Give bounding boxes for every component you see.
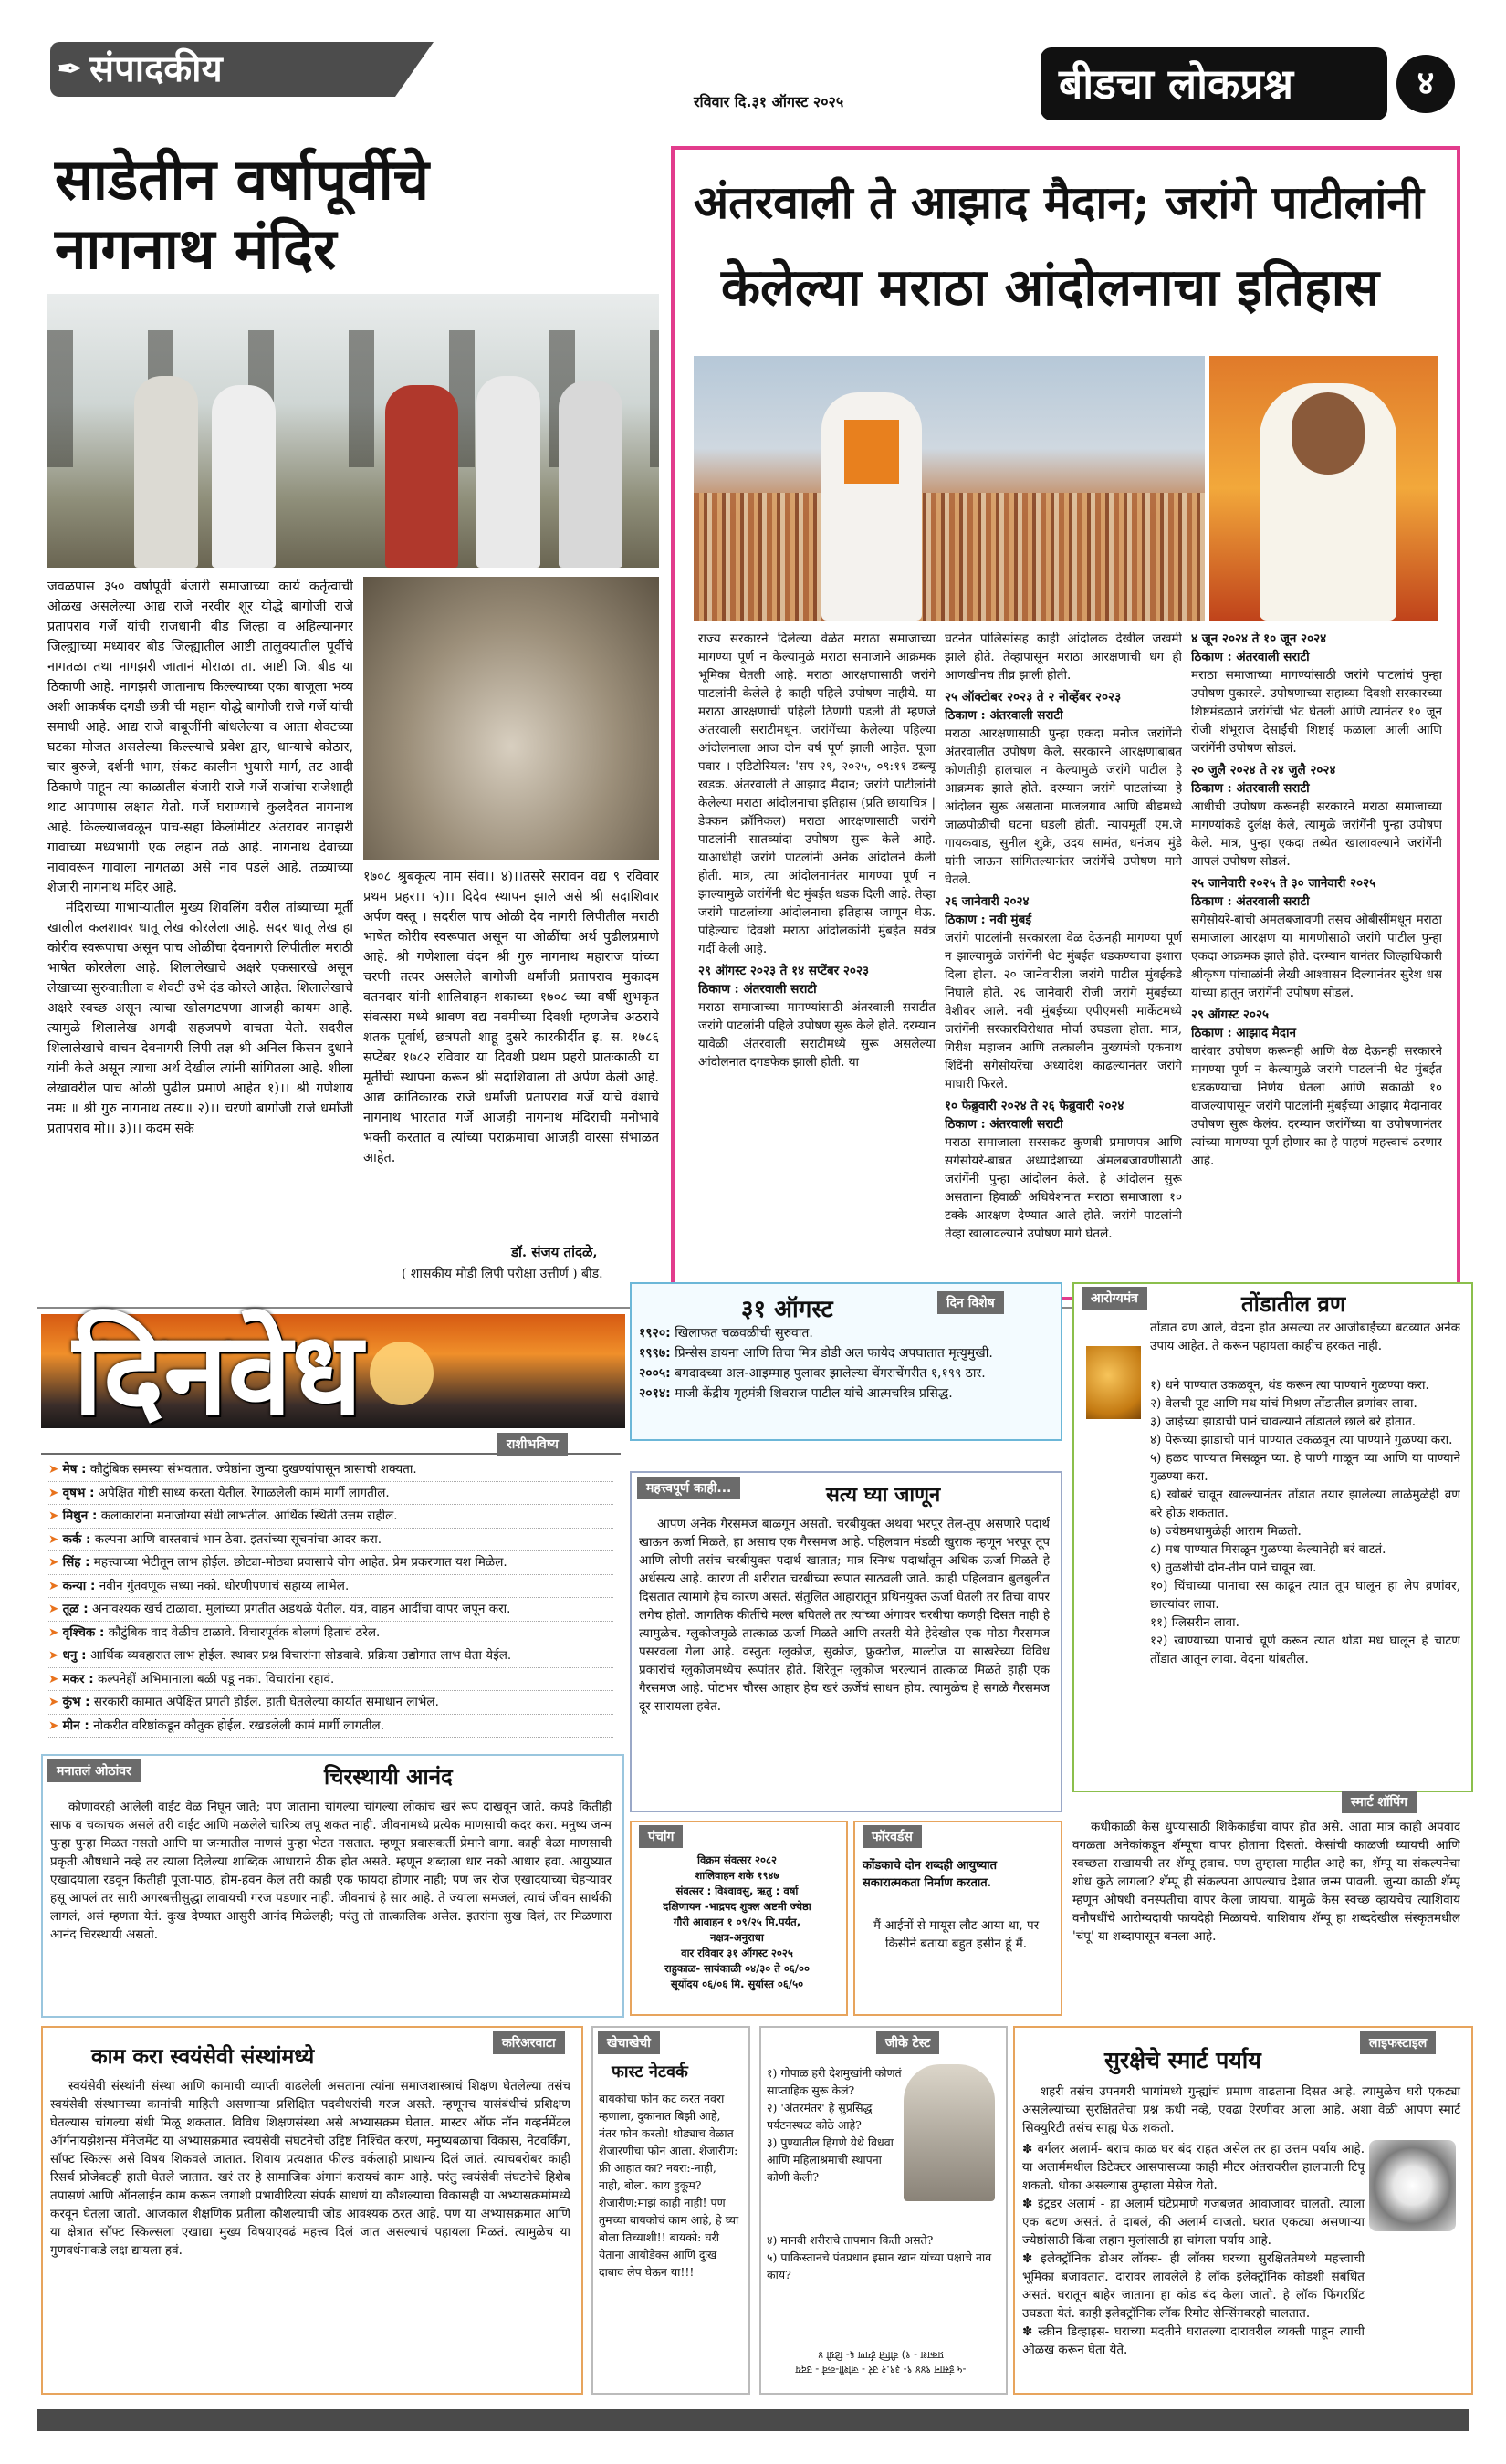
rashi-item (48, 1622, 613, 1645)
temple-author: डॉ. संजय तांदळे, (511, 1244, 598, 1260)
day-event-row (639, 1363, 1054, 1383)
arrow-icon: ➤ (48, 1648, 59, 1663)
security-point: ✽ बर्गलर अलार्म- बराच काळ घर बंद राहत असेल तर हा उत्तम पर्याय आहे. या अलार्ममधील डिटेक्टर आसपासच्या काही मीटर अंतरावरील हालचाली टिपू शकतो. धोका असल्यास तुम्हाला मेसेज येतो. (1022, 2142, 1365, 2193)
volunteer-text: स्वयंसेवी संस्थांनी संस्था आणि कामाची व्याप्ती वाढलेली असताना त्यांना समाजशास्त्राचं शिक्षण घेतलेल्या तसंच स्वयंसेवी संस्थानच्या कामांची माहिती असणाऱ्या प्रशिक्षित पदवीधरांची गरज असते. म्हणूनच यासंबंधीचं प्रशिक्षण घेतल्यास चांगल्या संधी मिळू शकतात. विविध शिक्षणसंस्था असे अभ्यासक्रम घेतात. मास्टर ऑफ नॉन गव्हर्नमेंटल ऑर्गनायझेशन्स मॅनेजमेंट या अभ्यासक्रमात स्वयंसेवी संघटनेची उद्दिष्टं निश्चित करणं, मनुष्यबळाचा विकास, नेटवर्किंग, सॉफ्ट स्किल्स असे विषय शिकवले जातात. शिवाय प्रत्यक्षात फील्ड वर्कलाही प्राधान्य दिलं जातं. त्याचबरोबर काही रिसर्च प्रोजेक्टही हाती घेतले जातात. खरं तर हे सामाजिक अंगानं करायचं काम आहे. परंतु स्वयंसेवी संघटनेचे हिशेब तपासणं आणि ऑनलाईन काम करून जगाशी प्रभावीरित्या संपर्क साधणं या कौशल्याचा विकासही या अभ्यासक्रमांमध्ये करवून घेतला जातो. आजकाल शैक्षणिक प्रतीला कौशल्याची जोड आवश्यक ठरत आहे. पण या अभ्यासक्रमात आणि या क्षेत्रात सॉफ्ट स्किल्सला एखाद्या मुख्य विषयाएवढं महत्त्व दिलं जात असल्याचं पहायला मिळतं. त्यामुळेच या गुणवर्धनाकडे लक्ष द्यायला हवं. (50, 2079, 570, 2258)
truth-title: सत्य घ्या जाणून (826, 1483, 941, 1507)
maratha-photo-left (694, 356, 1205, 621)
forward-text: मैं आईनों से मायूस लौट आया था, पर किसीने बताया बहुत हसीन हूं मैं. (873, 1918, 1040, 1951)
paper-name: बीडचा लोकप्रश्न (1059, 59, 1294, 109)
temple-photo-group (47, 294, 659, 568)
rashi-sign: तूळ : (62, 1602, 89, 1616)
rashi-sign: कन्या : (62, 1578, 96, 1593)
maratha-col3-place2: ठिकाण : अंतरवाली सराटी (1191, 781, 1310, 796)
temple-col1-para2: मंदिराच्या गाभाऱ्यातील मुख्य शिवलिंग वरील तांब्याच्या मूर्ती खालील कलशावर धातू लेख कोरलेला आहे. सदर धातू लेख हा कोरीव स्वरूपाचा असून पाच ओळींचा देवनागरी लिपीतील मराठी भाषेत कोरलेला आहे. शिलालेखाचे अक्षरे एकसारखे असून लेखाच्या सुरुवातीला व शेवटी उभे दंड कोरले आहेत. शिलालेखाचे अक्षरे स्वच्छ असून त्याचा खोलगटपणा आजही कायम आहे. त्यामुळे शिलालेख अगदी सहजपणे वाचता येतो. सदरील शिलालेखाचे वाचन देवनागरी लिपी तज्ञ श्री अनिल किसन दुधाने यांनी केले असून त्याचा अर्थ देखील त्यांनी सांगितला आहे. शीला लेखावरील पाच ओळी पुढील प्रमाणे आहेत १)।। श्री गणेशाय नमः ॥ श्री गुरु नागनाथ तस्य॥ २)।। चरणी बागोजी राजे धर्मांजी प्रतापराव मो।। ३)।। कदम सके (47, 901, 353, 1136)
temple-headline-2: नागनाथ मंदिर (55, 215, 337, 282)
health-tip: १२) खाण्याच्या पानाचे चूर्ण करून त्यात थोडा मध घालून हे चाटण तोंडात आतून लावा. वेदना थांबतील. (1150, 1634, 1460, 1666)
section-pen-icon: ✒ (57, 51, 83, 88)
rashi-text: सरकारी कामात अपेक्षित प्रगती होईल. हाती घेतलेल्या कार्यात समाधान लाभेल. (93, 1695, 439, 1709)
rashi-text: कल्पनेहीं अभिमानाला बळी पडू नका. विचारांना रहावं. (97, 1671, 335, 1686)
rashi-item (48, 1691, 613, 1715)
rashi-item (48, 1505, 613, 1529)
maratha-col3-p1: मराठा समाजाच्या मागण्यांसाठी जरांगे पाटलांचं पुन्हा उपोषण पुकारले. उपोषणाच्या सहाव्या दिवशी सरकारच्या शिष्टमंडळाने जरांगेंची भेट घेतली आणि त्यानंतर १० जून रोजी शंभूराज देसाईंची शिष्टाई फळाला आली आणि जरांगेंनी उपोषण सोडलं. (1191, 668, 1442, 756)
maratha-col2-p2: जरांगे पाटलांनी सरकारला वेळ देऊनही मागण्या पूर्ण न झाल्यामुळे जरांगेंनी थेट मुंबईत धडकण्याचा इशारा दिला होता. २० जानेवारीला जरांगे पाटील मुंबईकडे निघाले होते. २६ जानेवारी रोजी जरांगे मुंबईच्या वेशीवर आले. नवी मुंबईच्या एपीएमसी मार्केटमध्ये जरांगेंनी सरकारविरोधात मोर्चा उघडला होता. मात्र, गिरीश महाजन आणि तत्कालीन मुख्यमंत्री एकनाथ शिंदेंनी सगेसोयरेंचा अध्यादेश काढल्यानंतर जरांगे माघारी फिरले. (945, 931, 1182, 1091)
person-figure (559, 381, 622, 568)
rashi-tag: राशीभविष्य (497, 1433, 568, 1456)
forward-tag: फॉरवर्डस (863, 1825, 922, 1848)
maratha-col1-date: २९ ऑगस्ट २०२३ ते १४ सप्टेंबर २०२३ (698, 964, 869, 978)
maratha-col2-place1: ठिकाण : अंतरवाली सराटी (945, 708, 1063, 723)
rashi-sign: सिंह : (62, 1555, 90, 1570)
temple-col1 (47, 577, 353, 1289)
panchang-tag: पंचांग (639, 1825, 683, 1848)
day-event-text: खिलाफत चळवळीची सुरुवात. (675, 1326, 813, 1341)
arrow-icon: ➤ (48, 1602, 59, 1616)
mind-text: कोणावरही आलेली वाईट वेळ निघून जाते; पण जाताना चांगल्या चांगल्या लोकांचं खरं रूप दाखवून जाते. कपडे कितीही साफ व चकाचक असले तरी वाईट आणि मळलेले चारित्र्य लपू शकत नाही. जीवनामध्ये प्रत्येक माणसाची कदर करा. मनुष्य जन्म पुन्हा पुन्हा मिळत नसतो आणि या जन्मातील माणसं पुन्हा भेटत नसतात. म्हणून प्रवासकर्ती प्रेमाने वागा. काही वेळा माणसाची प्रकृती औषधाने नव्हे तर त्याला दिलेल्या शाब्दिक आधाराने ठीक होत असते. म्हणून शब्दाला धार नको आधार हवा. आयुष्यात एखादयाला रडवून कितीही पूजा-पाठ, होम-हवन केलं तरी काही एक फायदा होणार नाही; पण जर रोज एखादयाच्या चेहऱ्यावर हसू आपलं तर सारी अगरबत्तीसुद्धा लावायची गरज पडणार नाही. जीवनाचं हे सार आहे. ते ज्याला समजलं, त्याचं जीवन सार्थकी लागलं, असं म्हणता येतं. दुःख देण्यात आसुरी आनंद मिळेलही; परंतु तो तात्कालिक असेल. इतरांना सुख दिलं, तर मिळणारा आनंद चिरस्थायी असतो. (50, 1800, 612, 1942)
mind-title: चिरस्थायी आनंद (324, 1763, 453, 1790)
fast-network-title: फास्ट नेटवर्क (612, 2062, 688, 2082)
temple-col2 (363, 867, 659, 1241)
health-tip: ११) ग्लिसरीन लावा. (1150, 1615, 1239, 1630)
rashi-item (48, 1644, 613, 1668)
maratha-col1-para: राज्य सरकारने दिलेल्या वेळेत मराठा समाजाच्या मागण्या पूर्ण न केल्यामुळे मराठा समाजाने आक्रमक भूमिका घेतली आहे. मराठा आरक्षणासाठी जरांगे पाटलांनी केलेले हे काही पहिले उपोषण नाहीये. या मराठा आरक्षणाची पहिली ठिणगी पडली ती म्हणजे अंतरवाली सराटीमधून. जरांगेंच्या केलेल्या पहिल्या आंदोलनाला आज दोन वर्षं पूर्ण झाली आहेत. पूजा पवार । एडिटोरियल: 'सप २९, २०२५, ०९:११ डब्ल्यू खडक. अंतरवाली ते आझाद मैदान; जरांगे पाटीलांनी केलेल्या मराठा आंदोलनाचा इतिहास (प्रति छायाचित्र | डेक्कन क्रॉनिकल) मराठा आरक्षणासाठी जरांगे पाटलांनी सातव्यांदा उपोषण सुरू केले आहे. याआधीही जरांगे पाटलांनी अनेक आंदोलने केली होती. मात्र, त्या आंदोलनानंतर मागण्या पूर्ण न झाल्यामुळे जरांगेंनी थेट मुंबईत धडक दिली आहे. तेव्हा जरांगे पाटलांच्या आंदोलनाचा इतिहास जाणून घेऊ. पहिल्याच दिवशी मराठा आंदोलकांनी मुंबईत सर्वत्र गर्दी केली आहे. (698, 632, 936, 956)
crowd-texture (694, 493, 1205, 621)
maratha-col2-p1: मराठा आरक्षणासाठी पुन्हा एकदा मनोज जरांगेंनी अंतरवालीत उपोषण केले. सरकारने आरक्षणाबाबत कोणतीही हालचाल न केल्यामुळे जरांगे पाटील हे आक्रमक झाले होते. दरम्यान जरांगे पाटलांच्या हे आंदोलन सुरू असताना माजलगाव आणि बीडमध्ये जाळपोळीची घटना घडली होती. न्यायमूर्ती एम.जे गायकवाड, सुनील शुक्रे, उदय सामंत, धनंजय मुंडे यांनी जाऊन सांगितल्यानंतर जरांगेंचे उपोषण मागे घेतले. (945, 726, 1182, 887)
panchang-line: संवत्सर : विश्वावसु, ऋतु : वर्षा (675, 1885, 799, 1897)
health-tag: आरोग्यमंत्र (1082, 1287, 1147, 1310)
maratha-col2-place3: ठिकाण : अंतरवाली सराटी (945, 1117, 1063, 1132)
section-label: संपादकीय (89, 47, 223, 90)
health-tip: ४) पेरूच्या झाडाची पानं पाण्यात उकळवून त्या पाण्याने गुळण्या करा. (1150, 1433, 1453, 1447)
maratha-col3-p3: सगेसोयरे-बांची अंमलबजावणी तसच ओबीसींमधून मराठा समाजाला आरक्षण या मागणीसाठी जरांगे पाटील पुन्हा एकदा आक्रमक झाले होते. दरम्यान यानंतर जिल्हाधिकारी श्रीकृष्ण पांचाळांनी लेखी आश्वासन दिल्यानंतर सुरेश धस यांच्या हातून जरांगेंनी उपोषण सोडलं. (1191, 913, 1442, 1000)
arrow-icon: ➤ (48, 1624, 59, 1640)
truth-tag: महत्त्वपूर्ण काही... (637, 1477, 740, 1499)
health-tip: २) वेलची पूड आणि मध यांचं मिश्रण तोंडातील व्रणांवर लावा. (1150, 1396, 1417, 1411)
health-tips (1150, 1376, 1460, 1782)
security-device-photo (1369, 2140, 1456, 2231)
maratha-col3-p4: वारंवार उपोषण करूनही आणि वेळ देऊनही सरकारने मागण्या पूर्ण न केल्यामुळे जरांगे पाटलांनी थेट मुंबईत धडकण्याचा निर्णय घेतला आणि सकाळी १० वाजल्यापासून जरांगे पाटलांनी मुंबईच्या आझाद मैदानावर उपोषण सुरू केलंय. दरम्यान जरांगेंच्या या उपोषणानंतर त्यांच्या मागण्या पूर्ण होणार का हे पाहणं महत्त्वाचं ठरणार आहे. (1191, 1044, 1442, 1168)
rashi-sign: वृषभ : (62, 1485, 95, 1500)
rashi-item (48, 1529, 613, 1552)
maratha-col2-place2: ठिकाण : नवी मुंबई (945, 913, 1031, 927)
health-tip: १०) चिंचाच्या पानाचा रस काढून त्यात तूप घालून हा लेप व्रणांवर, छाल्यांवर लावा. (1150, 1579, 1460, 1612)
header-date: रविवार दि.३१ ऑगस्ट २०२५ (694, 93, 844, 110)
maratha-col3 (1191, 630, 1442, 1291)
maratha-headline-1: अंतरवाली ते आझाद मैदान; जरांगे पाटीलांनी (694, 175, 1424, 229)
rashi-text: आर्थिक व्यवहारात लाभ होईल. स्थावर प्रश्न विचारांना सोडवावे. प्रक्रिया उद्योगात लाभ घेता येईल. (89, 1648, 512, 1663)
panchang-line: दक्षिणायन -भाद्रपद शुक्ल अष्टमी ज्येष्ठा (663, 1900, 811, 1913)
rashi-text: अनावश्यक खर्च टाळावा. मुलांच्या प्रगतीत अडथळे येतील. यंत्र, वाहन आदींचा वापर जपून करा. (91, 1602, 511, 1616)
gk-answers (767, 2347, 995, 2376)
leader-face (1292, 392, 1365, 475)
bell-inscription-photo (363, 577, 659, 860)
person-figure (476, 376, 540, 568)
rashi-item (48, 1598, 613, 1622)
day-event-text: प्रिन्सेस डायना आणि तिचा मित्र डोडी अल फायेद अपघातात मृत्युमुखी. (675, 1346, 993, 1361)
rashi-item (48, 1715, 613, 1738)
fast-network-text: बायकोचा फोन कट करत नवरा म्हणाला, दुकानात बिझी आहे, नंतर फोन करतो! थोड्याच वेळात शेजारणीचा फोन आला. शेजारीण: फ्री आहात का? नवरा:-नाही, नाही, बोला. काय हुकूम? शेजारीण:माझं काही नाही! पण तुमच्या बायकोचं काम आहे, हे घ्या बोला तिच्याशी!! बायको: घरी येताना आयोडेक्स आणि दुःख दाबाव लेप घेऊन या!!! (599, 2092, 739, 2279)
volunteer-tag: करिअरवाटा (493, 2031, 565, 2054)
maratha-headline-2: केलेल्या मराठा आंदोलनाचा इतिहास (721, 257, 1380, 318)
maratha-col3-date4: २९ ऑगस्ट २०२५ (1191, 1008, 1269, 1022)
panchang-line: वार रविवार ३१ ऑगस्ट २०२५ (681, 1947, 793, 1959)
rashi-text: कौटुंबिक समस्या संभवतात. ज्येष्ठांना जुन्या दुखण्यांपासून त्रासाची शक्यता. (89, 1462, 417, 1477)
maratha-col2-date2: २६ जानेवारी २०२४ (945, 894, 1030, 909)
health-intro: तोंडात व्रण आले, वेदना होत असल्या तर आजीबाईंच्या बटव्यात अनेक उपाय आहेत. ते करून पहायला काहीच हरकत नाही. (1150, 1321, 1460, 1353)
person-figure (212, 385, 276, 568)
arrow-icon: ➤ (48, 1695, 59, 1709)
rashi-item (48, 1575, 613, 1599)
honey-photo (1086, 1346, 1141, 1419)
rashi-sign: कुंभ : (62, 1695, 90, 1709)
smart-shopping-text: कधीकाळी केस धुण्यासाठी शिकेकाईचा वापर होत असे. आता मात्र काही अपवाद वगळता अनेकांकडून शॅम्पूचा वापर होताना दिसतो. केसांची काळजी घ्यायची आणि स्वच्छता राखायची तर शॅम्पू हवाच. पण तुम्हाला माहीत आहे का, शॅम्पू या संकल्पनेचा शोध कुठे लागला? शॅम्पू ही संकल्पना आपल्याच देशात जन्म पावली. जुन्या काळी शॅम्पू म्हणून औषधी वनस्पतीचा वापर केला जायचा. यामुळे केस स्वच्छ व्हायचेच त्याशिवाय वनौषधींचे आरोग्यदायी फायदेही मिळायचे. याशिवाय शॅम्पू हा शब्ददेखील संस्कृतमधील 'चंपू' या शब्दापासून बनला आहे. (1072, 1820, 1460, 1944)
health-tip: ३) जाईच्या झाडाची पानं चावल्याने तोंडातले छाले बरे होतात. (1150, 1415, 1417, 1429)
security-tag: लाइफस्टाइल (1360, 2031, 1436, 2054)
temple-col1-para1: जवळपास ३५० वर्षापूर्वी बंजारी समाजाच्या कार्य कर्तृत्वाची ओळख असलेल्या आद्य राजे नरवीर शूर योद्धे बागोजी राजे प्रतापराव गर्जे यांची राजधानी बीड जिल्हा व अहिल्यानगर जिल्ह्याच्या मध्यावर बीड जिल्ह्यातील आष्टी तालुक्यातील पूर्वीचे नागतळा तथा नागझरी जातानं मोराळा ता. आष्टी जि. बीड या ठिकाणी आहे. नागझरी जातानाच किल्ल्याच्या एका बाजूला भव्य अशी आकर्षक दगडी छत्री ची महान योद्धे बागोजी राजे गर्जे यांची समाधी आहे. आद्य राजे बाबूजींनी बांधलेल्या व आता शेवटच्या घटका मोजत असलेल्या किल्ल्याचे प्रवेश द्वार, धान्याचे कोठार, चार बुरुजे, दर्शनी भाग, संकट कालीन भुयारी मार्ग, तट आदी ठिकाणे पाहून त्या काळातील बंजारी राजे गर्जे राजांचा राजेशाही थाट आपणास लक्षात येतो. गर्जे घराण्याचे कुलदैवत नागनाथ आहे. किल्ल्याजवळून पाच-सहा किलोमीटर अंतरावर नागझरी गावाच्या मध्यभागी एक लहान तळे आहे. नागनाथ देवाच्या नावावरून गावाला नागतळा असे नाव पडले आहे. तळ्याच्या शेजारी नागनाथ मंदिर आहे. (47, 579, 353, 895)
maratha-col2 (945, 630, 1182, 1291)
health-tip: ७) ज्येष्ठमधामुळेही आराम मिळतो. (1150, 1524, 1302, 1539)
rashi-text: महत्त्वाच्या भेटीतून लाभ होईल. छोट्या-मोठ्या प्रवासाचे योग आहेत. प्रेम प्रकरणात यश मिळेल. (93, 1555, 507, 1570)
health-tip: १) धने पाण्यात उकळवून, थंड करून त्या पाण्याने गुळण्या करा. (1150, 1378, 1429, 1393)
health-tip: ५) हळद पाण्यात मिसळून प्या. हे पाणी गाळून प्या आणि या पाण्याने गुळण्या करा. (1150, 1451, 1460, 1484)
rashi-sign: मीन : (62, 1717, 89, 1733)
gk-question: ३) पुण्यातील हिंगणे येथे विधवा आणि महिलाश्रमाची स्थापना कोणी केली? (767, 2135, 894, 2184)
sunset-sun (370, 1342, 434, 1405)
health-tip: ६) खोबरं चावून खाल्ल्यानंतर तोंडात तयार झालेल्या लाळेमुळेही व्रण बरे होऊ शकतात. (1150, 1488, 1460, 1520)
rashi-sign: मिथुन : (62, 1509, 98, 1523)
maratha-col2-date1: २५ ऑक्टोबर २०२३ ते २ नोव्हेंबर २०२३ (945, 690, 1122, 705)
rashi-sign: धनु : (62, 1648, 87, 1663)
day-event-row (639, 1343, 1054, 1363)
day-event-year: १९२०: (639, 1326, 671, 1341)
arrow-icon: ➤ (48, 1531, 59, 1547)
maratha-col3-place3: ठिकाण : अंतरवाली सराटी (1191, 894, 1310, 909)
maratha-col1-place: ठिकाण : अंतरवाली सराटी (698, 982, 817, 997)
panchang-line: गौरी आवाहन १ ०९/२५ मि.पर्यंत, (673, 1916, 801, 1928)
maratha-col1 (698, 630, 936, 1291)
rashi-sign: मकर : (62, 1671, 94, 1686)
health-tip: ९) तुळशीची दोन-तीन पाने चावून खा. (1150, 1561, 1317, 1575)
rashi-sign: वृश्चिक : (62, 1624, 105, 1640)
footer-bar (37, 2409, 1469, 2431)
day-events-list (639, 1323, 1054, 1404)
arrow-icon: ➤ (48, 1578, 59, 1593)
gk-questions (767, 2064, 902, 2186)
arrow-icon: ➤ (48, 1671, 59, 1686)
panchang-line: सूर्योदय ०६/०६ मि. सुर्यास्त ०६/५० (670, 1978, 804, 1990)
panchang-line: नक्षत्र-अनुराधा (710, 1931, 764, 1944)
maratha-photo-right (1209, 356, 1438, 621)
rashi-sign: कर्क : (62, 1531, 91, 1547)
panchang-line: शालिवाहन शके १९४७ (695, 1869, 779, 1882)
rashi-item (48, 1668, 613, 1692)
truth-text: आपण अनेक गैरसमज बाळगून असतो. चरबीयुक्त अथवा भरपूर तेल-तूप असणारे पदार्थ खाऊन ऊर्जा मिळते, हा असाच एक गैरसमज आहे. पहिलवान मंडळी खुराक म्हणून भरपूर तूप आणि लोणी तसंच चरबीयुक्त पदार्थ खातात; मात्र स्निग्ध पदार्थांतून अधिक ऊर्जा मिळते हे अर्धसत्य आहे. कारण ती शरीरात चरबीच्या रूपात साठवली जाते. काही पहिलवान बुलबुलीत दिसतात त्यामागे हेच कारण असतं. संतुलित आहारातून प्रथिनयुक्त ऊर्जा घेतली तर तिचा वापर लगेच होतो. जागतिक कीर्तीचे मल्ल बघितले तर त्यांच्या अंगावर चरबीचा कणही दिसत नाही हे त्यामुळेच. ग्लुकोजमुळे तात्काळ ऊर्जा मिळते आणि तरतरी येते हेदेखील एक मोठा गैरसमज पसरवला गेला आहे. वस्तुतः ग्लुकोज, सुक्रोज, फ्रुक्टोज, माल्टोज या साखरेच्या विविध प्रकारांचं ग्लुकोजमध्येच रूपांतर होते. शिरेतून ग्लुकोज भरल्यानं तात्काळ मिळते हाही एक गैरसमज आहे. पोटभर चौरस आहार हेच खरं ऊर्जेचं साधन होय. त्यामुळेच हे सगळे गैरसमज दूर सारायला हवेत. (639, 1517, 1050, 1714)
maratha-col1-tail: मराठा समाजाच्या मागण्यांसाठी अंतरवाली सराटीत जरांगे पाटलांनी पहिले उपोषण सुरू केले होते. दरम्यान यावेळी अंतरवाली सराटीमध्ये सुरू असलेल्या आंदोलनात दगडफेक झाली होती. या (698, 1000, 936, 1070)
day-event-row (639, 1383, 1054, 1404)
rashi-text: कलाकारांना मनाजोग्या संधी लाभतील. आर्थिक स्थिती उत्तम राहील. (100, 1509, 398, 1523)
arrow-icon: ➤ (48, 1717, 59, 1733)
gk-portrait (904, 2064, 995, 2201)
panchang-line: विक्रम संवत्सर २०८२ (697, 1853, 777, 1866)
security-title: सुरक्षेचे स्मार्ट पर्याय (1104, 2047, 1261, 2073)
temple-col2-para: १७०८ श्रुबकृत्य नाम संव।। ४)।।तसरे सरावन वद्य ९ रविवार प्रथम प्रहर।। ५)।। दिदेव स्थापन झाले असे श्री सदाशिवार अर्पण वस्तू । सदरील पाच ओळी देव नागरी लिपीतील मराठी भाषेत कोरीव स्वरूपात असून या ओळींचा अर्थ पुढीलप्रमाणे आहे. श्री गणेशाला वंदन श्री गुरु नागनाथ महाराज यांच्या चरणी तत्पर असलेले बागोजी धर्मांजी प्रतापराव मुकादम वतनदार यांनी शालिवाहन शकाच्या १७०८ च्या वर्षी शुभकृत संवत्सरा मध्ये श्रावण वद्य नवमीच्या दिवशी म्हणजेच अठराये शतक पूर्वार्ध, छत्रपती शाहू दुसरे कारकीर्दीत इ. स. १७८६ सप्टेंबर १७८२ रविवार या दिवशी प्रथम प्रहरी प्रातःकाळी या मूर्तीची स्थापना करून श्री सदाशिवाला ती अर्पण केली आहे. आद्य क्रांतिकारक राजे धर्मांजी प्रतापराव गर्जे यांचे वंशाचे नागनाथ भारतात गर्जे आजही नागनाथ मंदिराची मनोभावे भक्ती करतात व त्यांच्या पराक्रमाचा आजही वारसा संभाळत आहेत. (363, 870, 659, 1165)
rashi-sign: मेष : (62, 1462, 87, 1477)
gk-question: ४) मानवी शरीराचे तापमान किती असते? (767, 2233, 934, 2247)
rashi-text: अपेक्षित गोष्टी साध्य करता येतील. रेंगाळलेली कामं मार्गी लागतील. (98, 1485, 390, 1500)
gk-test-tag: जीके टेस्ट (876, 2031, 939, 2054)
day-event-row (639, 1323, 1054, 1343)
maratha-col3-place4: ठिकाण : आझाद मैदान (1191, 1026, 1296, 1040)
fast-network-tag: खेचाखेची (598, 2031, 660, 2054)
gk-question: २) 'अंतरमंतर' हे सुप्रसिद्ध पर्यटनस्थळ कोठे आहे? (767, 2101, 873, 2132)
rashi-text: कौटुंबिक वाद वेळीच टाळावे. विचारपूर्वक बोलणं हिताचं ठरेल. (108, 1624, 381, 1640)
gk-question: ५) पाकिस्तानचे पंतप्रधान इम्रान खान यांच्या पक्षाचे नाव काय? (767, 2250, 992, 2281)
maratha-col3-date2: २० जुलै २०२४ ते २४ जुलै २०२४ (1191, 763, 1336, 778)
arrow-icon: ➤ (48, 1462, 59, 1477)
rashi-item (48, 1482, 613, 1506)
day-event-year: २००५: (639, 1366, 671, 1381)
security-point: ✽ इंट्रडर अलार्म - हा अलार्म घंटेप्रमाणे गजबजत आवाजावर चालतो. त्याला एक बटण असतं. ते दाबलं, की अलार्म वाजतो. घरात एकट्या असणाऱ्या ज्येष्ठांसाठी किंवा लहान मुलांसाठी हा चांगला पर्याय आहे. (1022, 2197, 1365, 2248)
day-events-date: ३१ ऑगस्ट (741, 1296, 833, 1323)
day-event-year: २०१४: (639, 1386, 671, 1401)
day-event-text: बगदादच्या अल-आइम्माह पुलावर झालेल्या चेंगराचेंगरीत १,१९९ ठार. (675, 1366, 986, 1381)
panchang-line: राहुकाळ- सायंकाळी ०४/३० ते ०६/०० (664, 1962, 810, 1975)
day-event-year: १९९७: (639, 1346, 671, 1361)
rashi-text: नवीन गुंतवणूक सध्या नको. धोरणीपणाचं सहाय्य लाभेल. (99, 1578, 350, 1593)
maratha-col2-p3: मराठा समाजाला सरसकट कुणबी प्रमाणपत्र आणि सगेसोयरे-बाबत अध्यादेशाच्या अंमलबजावणीसाठी जरांगेंनी पुन्हा आंदोलन केले. हे आंदोलन सुरू असताना हिवाळी अधिवेशनात मराठा समाजाला १० टक्के आरक्षण देण्यात आले होते. जरांगे पाटलांनी तेव्हा खालावल्याने उपोषण मागे घेतले. (945, 1135, 1182, 1241)
volunteer-title: काम करा स्वयंसेवी संस्थांमध्ये (91, 2044, 315, 2069)
health-title: तोंडातील व्रण (1241, 1290, 1346, 1317)
arrow-icon: ➤ (48, 1509, 59, 1523)
maratha-col3-date1: ४ जून २०२४ ते १० जून २०२४ (1191, 632, 1327, 646)
security-point: ✽ इलेक्ट्रॉनिक डोअर लॉक्स- ही लॉक्स घरच्या सुरक्षिततेमध्ये महत्त्वाची भूमिका बजावतात. दारावर लावलेले हे लॉक इलेक्ट्रॉनिक कोडशी संबंधित असतं. घरातून बाहेर जाताना हा कोड बंद केला जातो. हे लॉक फिंगरप्रिंट उघडता येतं. काही इलेक्ट्रॉनिक लॉक रिमोट सेन्सिंगवरही चालतात. (1022, 2251, 1365, 2321)
maratha-col3-date3: २५ जानेवारी २०२५ ते ३० जानेवारी २०२५ (1191, 876, 1376, 891)
temple-headline-1: साडेतीन वर्षापूर्वीचे (55, 146, 430, 213)
maratha-col3-p2: आधीची उपोषण करूनही सरकारने मराठा समाजाच्या मागण्यांकडे दुर्लक्ष केले, त्यामुळे जरांगेंनी पुन्हा उपोषण केले. मात्र, पुन्हा एकदा तब्येत खालावल्याने जरांगेंनी आपलं उपोषण सोडलं. (1191, 799, 1442, 869)
maratha-col2-date3: १० फेब्रुवारी २०२४ ते २६ फेब्रुवारी २०२४ (945, 1099, 1124, 1113)
gk-questions-more (767, 2231, 995, 2283)
gk-question: १) गोपाळ हरी देशमुखांनी कोणतं साप्ताहिक सुरू केलं? (767, 2066, 902, 2097)
dinvedh-title: दिनवेध (73, 1306, 363, 1441)
gk-answer-line: -५ इंसान ९४४ ९- ३९.२ उरे - जोशी-कर्वे - उदय (795, 2364, 967, 2375)
gk-answer-line: प्रकाश - १) दीप्ति ईंगण ६- डिग्री ४ (818, 2349, 944, 2361)
smart-shopping-tag: स्मार्ट शॉपिंग (1342, 1791, 1417, 1813)
rashi-text: कल्पना आणि वास्तवाचं भान ठेवा. इतरांच्या सूचनांचा आदर करा. (94, 1531, 382, 1547)
rashi-box (41, 1453, 621, 1733)
security-intro: शहरी तसंच उपनगरी भागांमध्ये गुन्ह्यांचं प्रमाण वाढताना दिसत आहे. त्यामुळेच घरी एकट्या असलेल्यांच्या सुरक्षिततेचा प्रश्न कधी नव्हे, एवढा ऐरणीवर आला आहे. अशा वेळी आपण स्मार्ट सिक्युरिटी तसंच साह्य घेऊ शकतो. (1022, 2084, 1460, 2135)
arrow-icon: ➤ (48, 1555, 59, 1570)
day-event-text: माजी केंद्रीय गृहमंत्री शिवराज पाटील यांचे आत्मचरित्र प्रसिद्ध. (675, 1386, 953, 1401)
rashi-item (48, 1458, 613, 1482)
rashi-list (41, 1455, 621, 1741)
mind-tag: मनातलं ओठांवर (47, 1759, 141, 1782)
day-events-tag: दिन विशेष (937, 1291, 1004, 1314)
forward-heading: कोंडकाचे दोन शब्दही आयुष्यात सकारात्मकता निर्माण करतात. (863, 1859, 998, 1890)
temple-author-title: ( शासकीय मोडी लिपी परीक्षा उत्तीर्ण ) बीड. (402, 1267, 603, 1281)
maratha-col2-para: घटनेत पोलिसांसह काही आंदोलक देखील जखमी झाले होते. तेव्हापासून मराठा आरक्षणाची धग ही आणखीनच तीव्र झाली होती. (945, 632, 1182, 683)
arrow-icon: ➤ (48, 1485, 59, 1500)
rashi-text: नोकरीत वरिष्ठांकडून कौतुक होईल. रखडलेली कामं मार्गी लागतील. (93, 1717, 384, 1733)
speaker-scarf (844, 420, 899, 484)
page-number: ४ (1417, 65, 1435, 102)
rashi-item (48, 1551, 613, 1575)
security-point: ✽ स्क्रीन डिव्हाइस- घराच्या मदतीने घरातल्या दारावरील व्यक्ती पाहून त्याची ओळख करून घेता येते. (1022, 2324, 1365, 2357)
person-figure (385, 385, 458, 568)
security-points (1022, 2140, 1365, 2386)
panchang-lines (639, 1853, 835, 1992)
health-tip: ८) मध पाण्यात मिसळून गुळण्या केल्यानेही बरं वाटतं. (1150, 1542, 1386, 1557)
maratha-col3-place1: ठिकाण : अंतरवाली सराटी (1191, 650, 1310, 664)
person-figure (134, 376, 198, 568)
